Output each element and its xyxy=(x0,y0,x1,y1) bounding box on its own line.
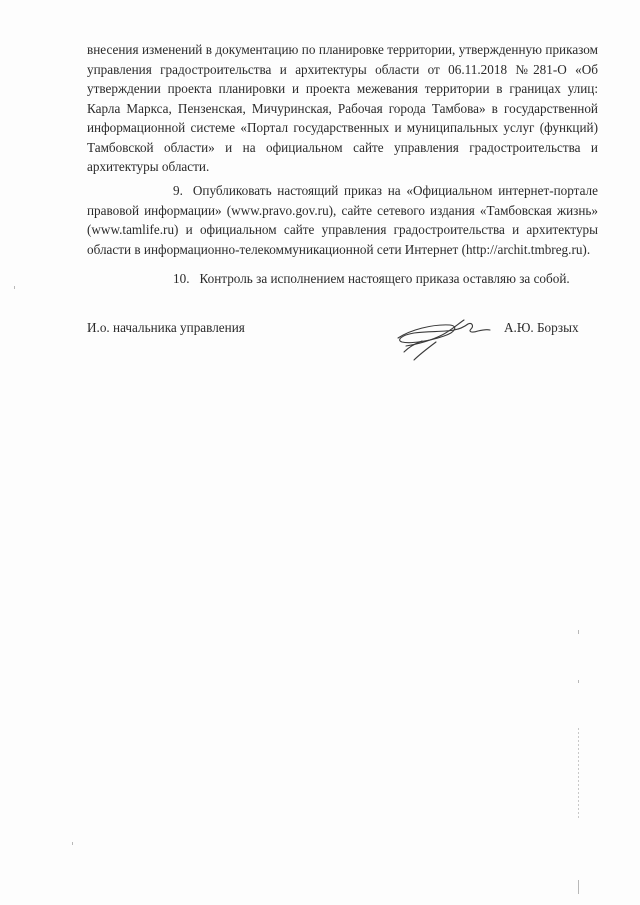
signer-position-title: И.о. начальника управления xyxy=(87,320,245,335)
paragraph-10-number: 10. xyxy=(173,271,190,286)
scan-artifact xyxy=(578,728,579,818)
signer-name: А.Ю. Борзых xyxy=(504,320,579,335)
paragraph-10 xyxy=(87,269,598,289)
paragraph-10-text: Контроль за исполнением настоящего приказа оставляю за собой. xyxy=(199,271,570,286)
scan-artifact xyxy=(578,680,579,683)
paragraph-8-continuation: внесения изменений в документацию по планировке территории, утвержденную приказом управления градостроительства и архитектуры области от 06.11.2018 №281-О «Об утверждении проекта планировки и проекта межевания территории в границах улиц: Карла Маркса, Пензенская, Мичуринская, Рабочая города Тамбова» в государственной информационной системе «Портал государственных и муниципальных услуг (функций) Тамбовской области» и на официальном сайте управления градостроительства и архитектуры области. xyxy=(87,42,598,174)
scan-artifact xyxy=(578,880,579,894)
scan-artifact xyxy=(14,286,15,289)
paragraph-9 xyxy=(87,181,598,259)
handwritten-signature xyxy=(392,308,492,364)
paragraph-9-text: Опубликовать настоящий приказ на «Официальном интернет-портале правовой информации» (www.pravo.gov.ru), сайте сетевого издания «Тамбовская жизнь» (www.tamlife.ru) и официальном сайте управления градостроительства и архитектуры области в информационно-телекоммуникационной сети Интернет (http://archit.tmbreg.ru). xyxy=(87,183,598,257)
scan-artifact xyxy=(72,842,73,845)
scan-artifact xyxy=(578,630,579,634)
paragraph-9-number: 9. xyxy=(173,183,183,198)
